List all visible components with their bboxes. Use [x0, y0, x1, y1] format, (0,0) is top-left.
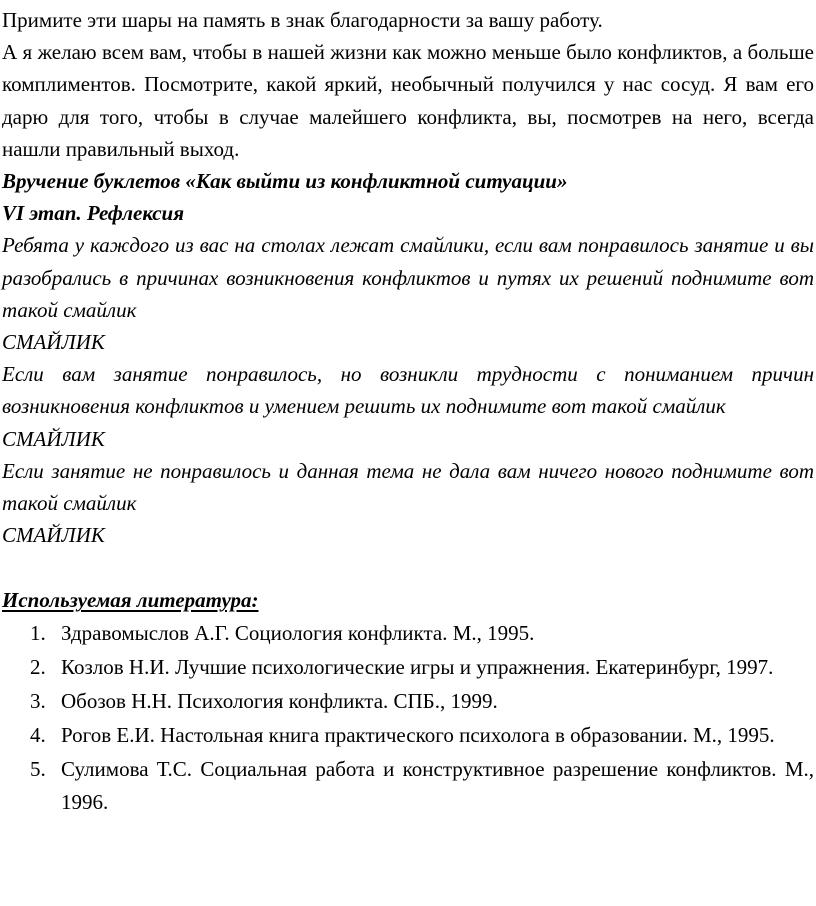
list-item	[2, 685, 814, 717]
list-item	[2, 651, 814, 683]
smiley-label-3: СМАЙЛИК	[2, 523, 105, 548]
list-number: 5.	[30, 757, 46, 782]
reflection-text-1: Ребята у каждого из вас на столах лежат смайлики, если вам понравилось занятие и вы разобрались в причинах возникновения конфликтов и путях их решений поднимите вот такой смайлик	[2, 233, 814, 322]
list-item-text: Сулимова Т.С. Социальная работа и конструктивное разрешение конфликтов. М., 1996.	[61, 757, 814, 814]
list-item-text: Рогов Е.И. Настольная книга практического психолога в образовании. М., 1995.	[61, 723, 775, 748]
list-number: 3.	[30, 689, 46, 714]
list-item-text: Козлов Н.И. Лучшие психологические игры и упражнения. Екатеринбург, 1997.	[61, 654, 774, 679]
list-item	[2, 617, 814, 649]
list-item	[2, 753, 814, 817]
intro-line: Примите эти шары на память в знак благодарности за вашу работу.	[2, 8, 603, 32]
reflection-text-3: Если занятие не понравилось и данная тема не дала вам ничего нового поднимите вот такой смайлик	[2, 458, 814, 516]
list-item	[2, 719, 814, 751]
intro-paragraph: А я желаю всем вам, чтобы в нашей жизни как можно меньше было конфликтов, а больше комплиментов. Посмотрите, какой яркий, необычный получился у нас сосуд. Я вам его дарю для того, чтобы в случае малейшего конфликта, вы, посмотрев на него, всегда нашли правильный выход.	[2, 40, 814, 161]
document-page	[2, 4, 814, 820]
reflection-text-2: Если вам занятие понравилось, но возникли трудности с пониманием причин возникновения конфликтов и умением решить их поднимите вот такой смайлик	[2, 362, 814, 419]
literature-heading: Используемая литература:	[2, 588, 259, 613]
stage-heading: VI этап. Рефлексия	[2, 201, 185, 226]
list-number: 2.	[30, 654, 46, 679]
booklets-heading: Вручение буклетов «Как выйти из конфликтной ситуации»	[2, 169, 568, 194]
smiley-label-1: СМАЙЛИК	[2, 330, 105, 355]
blank-line	[2, 551, 814, 584]
smiley-label-2: СМАЙЛИК	[2, 426, 105, 451]
list-item-text: Обозов Н.Н. Психология конфликта. СПБ., 1999.	[61, 689, 498, 714]
literature-list	[2, 617, 814, 818]
list-item-text: Здравомыслов А.Г. Социология конфликта. М., 1995.	[61, 620, 535, 645]
list-number: 1.	[30, 620, 46, 645]
list-number: 4.	[30, 723, 46, 748]
